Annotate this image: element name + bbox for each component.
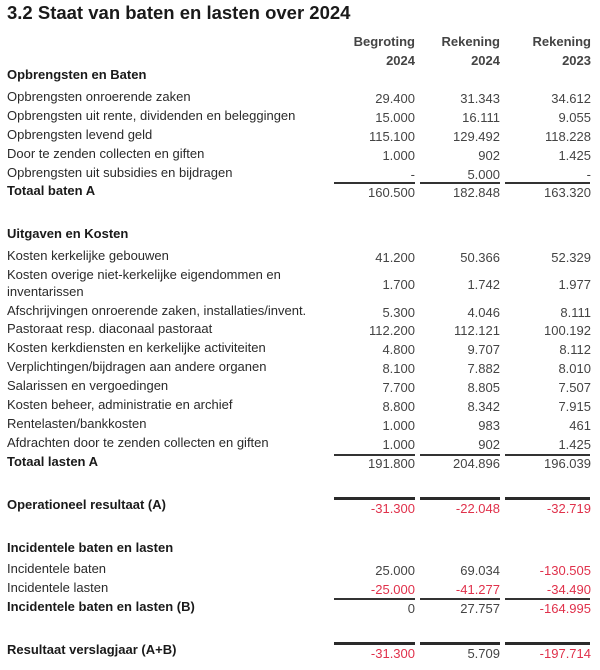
value-rekening-2024: 31.343	[460, 91, 500, 106]
value-begroting-2024: -25.000	[370, 582, 415, 597]
table-row	[7, 561, 592, 580]
value-rekening-2023: 7.507	[558, 380, 591, 395]
final-result-row	[7, 642, 592, 661]
column-header-line2: 2023	[562, 53, 591, 68]
value-rekening-2024: 983	[478, 418, 500, 433]
section-heading-expenses	[7, 226, 592, 245]
value-rekening-2023: 163.320	[544, 185, 591, 200]
section-heading-label: Incidentele baten en lasten	[7, 540, 174, 555]
value-rekening-2023: 196.039	[544, 456, 591, 471]
value-rekening-2023: -197.714	[539, 646, 591, 661]
value-begroting-2024: 191.800	[368, 456, 415, 471]
value-begroting-2024: 25.000	[375, 563, 415, 578]
row-label: Incidentele baten en lasten (B)	[7, 599, 195, 614]
value-rekening-2024: 182.848	[453, 185, 500, 200]
value-rekening-2024: 902	[478, 148, 500, 163]
value-rekening-2024: 1.742	[467, 277, 500, 292]
value-begroting-2024: 1.700	[382, 277, 415, 292]
value-rekening-2024: 7.882	[467, 361, 500, 376]
value-rekening-2023: 1.977	[558, 277, 591, 292]
value-begroting-2024: 115.100	[368, 129, 415, 144]
value-rekening-2024: 8.342	[467, 399, 500, 414]
row-label-line2: inventarissen	[7, 284, 84, 299]
total-row-incidental	[7, 599, 592, 618]
column-header-line2: 2024	[386, 53, 415, 68]
row-label: Totaal baten A	[7, 183, 96, 198]
value-rekening-2023: 9.055	[558, 110, 591, 125]
row-label: Opbrengsten onroerende zaken	[7, 89, 191, 104]
value-rekening-2024: 112.121	[453, 323, 500, 338]
row-label: Opbrengsten uit subsidies en bijdragen	[7, 165, 233, 180]
value-begroting-2024: 29.400	[375, 91, 415, 106]
value-rekening-2024: -22.048	[455, 501, 500, 516]
section-heading-income	[7, 67, 592, 86]
value-begroting-2024: -	[410, 167, 415, 182]
value-begroting-2024: 7.700	[382, 380, 415, 395]
row-label: Verplichtingen/bijdragen aan andere organen	[7, 359, 267, 374]
row-label: Salarissen en vergoedingen	[7, 378, 169, 393]
table-row	[7, 321, 592, 340]
value-rekening-2023: 100.192	[544, 323, 591, 338]
value-rekening-2024: 27.757	[460, 601, 500, 616]
table-row	[7, 397, 592, 416]
row-label: Totaal lasten A	[7, 454, 99, 469]
value-rekening-2024: -41.277	[455, 582, 500, 597]
column-header-line2: 2024	[471, 53, 500, 68]
column-header-begroting-2024	[354, 32, 415, 70]
value-rekening-2024: 4.046	[467, 305, 500, 320]
total-row-expenses	[7, 454, 592, 473]
operational-result-row	[7, 497, 592, 516]
value-rekening-2024: 16.111	[462, 110, 500, 125]
value-begroting-2024: -31.300	[370, 646, 415, 661]
value-begroting-2024: 41.200	[375, 250, 415, 265]
value-rekening-2023: -34.490	[546, 582, 591, 597]
value-rekening-2023: 8.111	[560, 305, 591, 320]
value-begroting-2024: 1.000	[382, 418, 415, 433]
value-begroting-2024: 0	[407, 601, 415, 616]
row-label: Resultaat verslagjaar (A+B)	[7, 642, 177, 657]
row-label	[7, 266, 281, 300]
value-begroting-2024: 4.800	[382, 342, 415, 357]
value-begroting-2024: 1.000	[382, 437, 415, 452]
value-rekening-2024: 129.492	[453, 129, 500, 144]
row-label: Afdrachten door te zenden collecten en giften	[7, 435, 269, 450]
section-heading-label: Uitgaven en Kosten	[7, 226, 129, 241]
value-rekening-2023: 7.915	[558, 399, 591, 414]
value-rekening-2023: 52.329	[551, 250, 591, 265]
row-label-line1: Kosten overige niet-kerkelijke eigendommen en	[7, 267, 281, 282]
table-row	[7, 435, 592, 454]
row-label: Incidentele baten	[7, 561, 107, 576]
value-rekening-2023: 8.112	[559, 342, 591, 357]
column-header-line1: Begroting	[353, 34, 415, 49]
value-rekening-2024: 69.034	[460, 563, 500, 578]
value-rekening-2024: 5.000	[467, 167, 500, 182]
value-begroting-2024: 160.500	[368, 185, 415, 200]
value-rekening-2024: 902	[478, 437, 500, 452]
value-begroting-2024: 5.300	[382, 305, 415, 320]
value-begroting-2024: 15.000	[375, 110, 415, 125]
table-row	[7, 580, 592, 599]
column-header-line1: Rekening	[532, 34, 591, 49]
row-label: Opbrengsten levend geld	[7, 127, 153, 142]
value-rekening-2024: 8.805	[467, 380, 500, 395]
value-rekening-2023: 461	[569, 418, 591, 433]
value-rekening-2023: 1.425	[558, 437, 591, 452]
table-row	[7, 359, 592, 378]
row-label: Incidentele lasten	[7, 580, 109, 595]
table-row	[7, 146, 592, 165]
column-header-rekening-2024	[441, 32, 500, 70]
value-begroting-2024: 1.000	[382, 148, 415, 163]
value-rekening-2023: 34.612	[551, 91, 591, 106]
value-begroting-2024: 8.100	[382, 361, 415, 376]
row-label: Kosten kerkelijke gebouwen	[7, 248, 169, 263]
section-heading-incidental	[7, 540, 592, 559]
value-rekening-2023: 8.010	[558, 361, 591, 376]
value-begroting-2024: 8.800	[382, 399, 415, 414]
table-row	[7, 416, 592, 435]
value-rekening-2024: 5.709	[467, 646, 500, 661]
row-label: Pastoraat resp. diaconaal pastoraat	[7, 321, 213, 336]
table-row	[7, 378, 592, 397]
value-rekening-2024: 50.366	[460, 250, 500, 265]
table-row	[7, 248, 592, 267]
row-label: Kosten beheer, administratie en archief	[7, 397, 233, 412]
total-row-income	[7, 183, 592, 202]
column-header-rekening-2023	[532, 32, 591, 70]
section-heading-label: Opbrengsten en Baten	[7, 67, 147, 82]
table-row	[7, 127, 592, 146]
table-row	[7, 266, 592, 302]
value-rekening-2023: -164.995	[539, 601, 591, 616]
row-label: Rentelasten/bankkosten	[7, 416, 147, 431]
value-begroting-2024: -31.300	[370, 501, 415, 516]
row-label: Kosten kerkdiensten en kerkelijke activiteiten	[7, 340, 266, 355]
table-row	[7, 303, 592, 322]
column-header-line1: Rekening	[441, 34, 500, 49]
value-rekening-2023: 118.228	[544, 129, 591, 144]
row-label: Door te zenden collecten en giften	[7, 146, 205, 161]
value-rekening-2024: 204.896	[453, 456, 500, 471]
value-rekening-2023: -	[586, 167, 591, 182]
row-label: Operationeel resultaat (A)	[7, 497, 166, 512]
row-label: Afschrijvingen onroerende zaken, installaties/invent.	[7, 303, 307, 318]
row-label: Opbrengsten uit rente, dividenden en beleggingen	[7, 108, 296, 123]
value-rekening-2023: -32.719	[546, 501, 591, 516]
value-rekening-2023: 1.425	[558, 148, 591, 163]
value-begroting-2024: 112.200	[368, 323, 415, 338]
table-row	[7, 340, 592, 359]
page-title: 3.2 Staat van baten en lasten over 2024	[7, 2, 351, 23]
table-row	[7, 89, 592, 108]
table-row	[7, 108, 592, 127]
value-rekening-2024: 9.707	[467, 342, 500, 357]
value-rekening-2023: -130.505	[539, 563, 591, 578]
